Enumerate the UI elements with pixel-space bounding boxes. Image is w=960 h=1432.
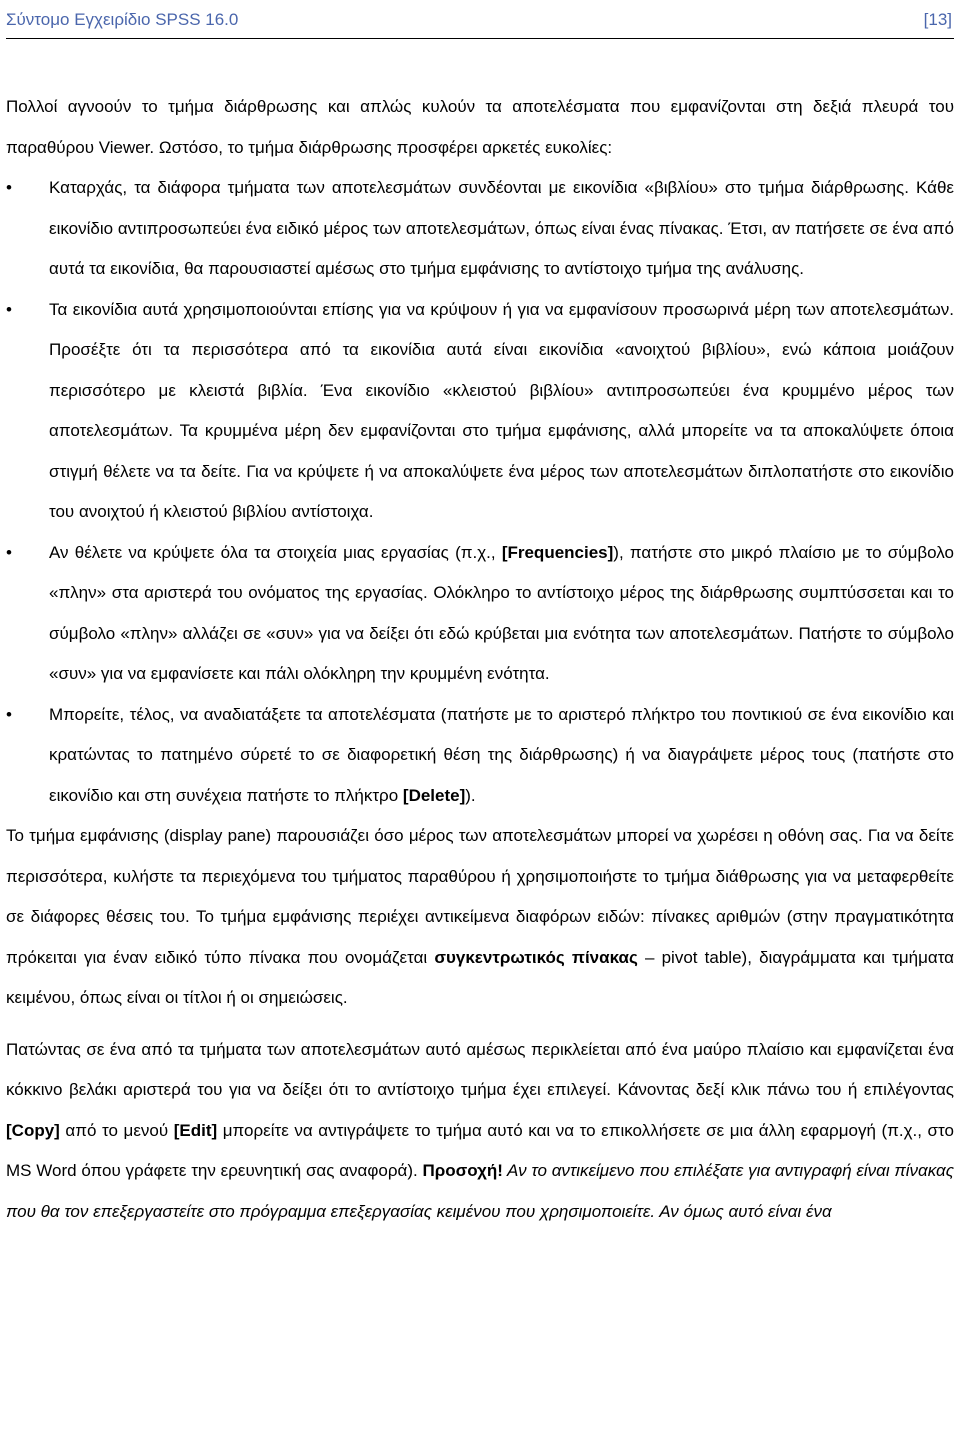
list-item — [6, 168, 954, 290]
display-pane-paragraph — [6, 816, 954, 1019]
bullet-icon — [6, 290, 12, 331]
bullet-icon — [6, 168, 12, 209]
bullet-text: ). — [465, 785, 476, 805]
pivot-table-term: συγκεντρωτικός πίνακας — [434, 947, 638, 967]
bullet-list — [6, 168, 954, 816]
paragraph-text: – pivot table), διαγράμματα και τμήματα κειμένου, όπως είναι οι τίτλοι ή οι σημειώσεις. — [6, 947, 955, 1007]
bullet-text: Αν θέλετε να κρύψετε όλα τα στοιχεία μιας εργασίας (π.χ., — [49, 542, 502, 562]
intro-paragraph: Πολλοί αγνοούν το τμήμα διάρθρωσης και απλώς κυλούν τα αποτελέσματα που εμφανίζονται στη δεξιά πλευρά του παραθύρου Viewer. Ωστόσο, το τμήμα διάρθρωσης προσφέρει αρκετές ευκολίες: — [6, 97, 954, 157]
running-header — [6, 6, 954, 39]
edit-menu-label: [Edit] — [173, 1120, 218, 1140]
list-item — [6, 290, 954, 533]
paragraph-text: Πατώντας σε ένα από τα τμήματα των αποτελεσμάτων αυτό αμέσως περικλείεται από ένα μαύρο πλαίσιο και εμφανίζεται ένα κόκκινο βελάκι αριστερά του για να δείξει ότι το αντίστοιχο τμήμα έχει επιλεγεί. Κάνοντας δεξί κλικ πάνω του ή επιλέγοντας — [6, 1039, 954, 1099]
paragraph-text: από το μενού — [59, 1120, 174, 1140]
delete-key-label: [Delete] — [402, 785, 466, 805]
list-item — [6, 533, 954, 695]
bullet-text: ), πατήστε στο μικρό πλαίσιο με το σύμβολο «πλην» στα αριστερά του ονόματος της εργασίας. Ολόκληρο το αντίστοιχο μέρος της διάρθρωσης συμπτύσσεται και το σύμβολο «πλην» αλλάζει σε «συν» για να δείξει ότι εδώ κρύβεται μια ενότητα των αποτελεσμάτων. Πατήστε το σύμβολο «συν» για να εμφανίσετε και πάλι ολόκληρη την κρυμμένη ενότητα. — [49, 542, 954, 683]
page-number: [13] — [923, 10, 952, 29]
list-item — [6, 695, 954, 817]
selection-paragraph — [6, 1030, 954, 1233]
bullet-text: Μπορείτε, τέλος, να αναδιατάξετε τα αποτελέσματα (πατήστε με το αριστερό πλήκτρο του ποντικιού σε ένα εικονίδιο και κρατώντας το πατημένο σύρετέ το σε διαφορετική θέση της διάρθρωσης) ή να διαγράψετε μέρος τους (πατήστε στο εικονίδιο και στη συνέχεια πατήστε το πλήκτρο — [49, 704, 954, 805]
body-text — [6, 87, 954, 1232]
warning-label: Προσοχή! — [422, 1161, 503, 1180]
bullet-text: Καταρχάς, τα διάφορα τμήματα των αποτελεσμάτων συνδέονται με εικονίδια «βιβλίου» στο τμήμα διάρθρωσης. Κάθε εικονίδιο αντιπροσωπεύει ένα ειδικό μέρος των αποτελεσμάτων, όπως είναι ένας πίνακας. Έτσι, αν πατήσετε σε ένα από αυτά τα εικονίδια, θα παρουσιαστεί αμέσως στο τμήμα εμφάνισης το αντίστοιχο τμήμα της ανάλυσης. — [49, 178, 954, 278]
bullet-icon — [6, 695, 12, 736]
paragraph-text: Το τμήμα εμφάνισης (display pane) παρουσιάζει όσο μέρος των αποτελεσμάτων μπορεί να χωρέσει η οθόνη σας. Για να δείτε περισσότερα, κυλήστε τα περιεχόμενα του τμήματος παραθύρου ή χρησιμοποιήστε το τμήμα διάθρωσης για να μεταφερθείτε σε διάφορες θέσεις του. Το τμήμα εμφάνισης περιέχει αντικείμενα διαφόρων ειδών: πίνακες αριθμών (στην πραγματικότητα πρόκειται για έναν ειδικό τύπο πίνακα που ονομάζεται — [6, 826, 954, 967]
paragraph-text: μπορείτε να αντιγράψετε το τμήμα αυτό και να το επικολλήσετε σε μια άλλη εφαρμογή (π.χ., στο MS Word όπου γράφετε την ερευνητική σας αναφορά). — [6, 1120, 954, 1180]
header-title: Σύντομο Εγχειρίδιο SPSS 16.0 — [6, 10, 239, 29]
bullet-icon — [6, 533, 12, 574]
copy-command-label: [Copy] — [6, 1120, 60, 1140]
bullet-text: Τα εικονίδια αυτά χρησιμοποιούνται επίσης για να κρύψουν ή για να εμφανίσουν προσωρινά μέρη των αποτελεσμάτων. Προσέξτε ότι τα περισσότερα από τα εικονίδια αυτά είναι εικονίδια «ανοιχτού βιβλίου», ενώ κάποια μοιάζουν περισσότερο με κλειστά βιβλία. Ένα εικονίδιο «κλειστού βιβλίου» αντιπροσωπεύει ένα κρυμμένο μέρος των αποτελεσμάτων. Τα κρυμμένα μέρη δεν εμφανίζονται στο τμήμα εμφάνισης, αλλά μπορείτε να τα αποκαλύψετε όποια στιγμή θέλετε να τα δείτε. Για να κρύψετε ή να αποκαλύψετε ένα μέρος των αποτελεσμάτων διπλοπατήστε στο εικονίδιο του ανοιχτού ή κλειστού βιβλίου αντίστοιχα. — [49, 299, 954, 521]
frequencies-label: [Frequencies] — [501, 542, 614, 562]
warning-text: Αν το αντικείμενο που επιλέξατε για αντιγραφή είναι πίνακας που θα τον επεξεργαστείτε στο πρόγραμμα επεξεργασίας κειμένου που χρησιμοποιείτε. Αν όμως αυτό είναι ένα — [6, 1161, 954, 1221]
